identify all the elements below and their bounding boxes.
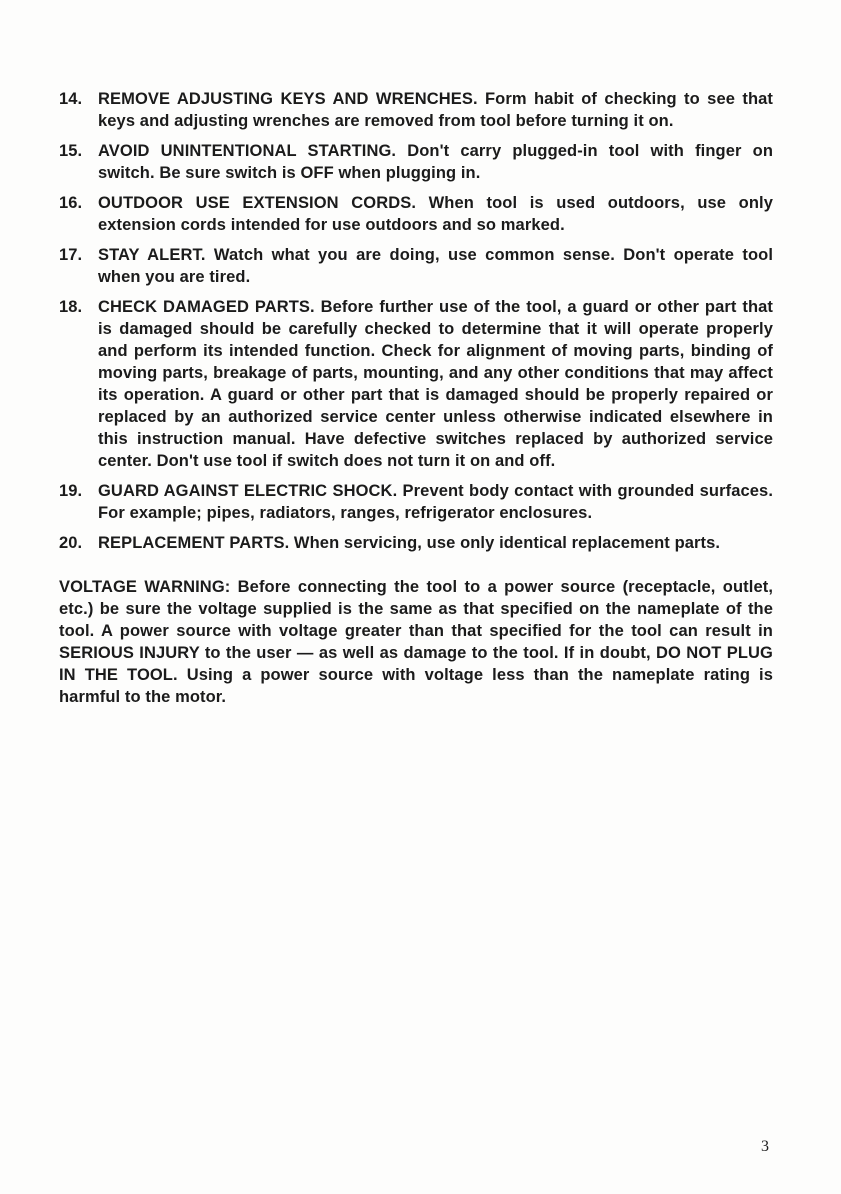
- list-item: [59, 532, 773, 554]
- list-item: [59, 480, 773, 524]
- voltage-warning-paragraph: VOLTAGE WARNING: Before connecting the tool to a power source (receptacle, outlet, etc.) be sure the voltage supplied is the same as that specified on the nameplate of the tool. A power source with voltage greater than that specified for the tool can result in SERIOUS INJURY to the user — as well as damage to the tool. If in doubt, DO NOT PLUG IN THE TOOL. Using a power source with voltage less than the nameplate rating is harmful to the motor.: [59, 578, 773, 706]
- item-number: 16.: [59, 194, 83, 212]
- list-item: [59, 296, 773, 472]
- item-number: 17.: [59, 246, 83, 264]
- item-number: 20.: [59, 534, 83, 552]
- safety-instructions-list: [59, 88, 773, 708]
- item-number: 19.: [59, 482, 83, 500]
- item-text: REPLACEMENT PARTS. When servicing, use only identical replacement parts.: [98, 534, 721, 552]
- list-item: [59, 88, 773, 132]
- item-text: OUTDOOR USE EXTENSION CORDS. When tool is used outdoors, use only extension cords intended for use outdoors and so marked.: [98, 194, 773, 234]
- item-text: CHECK DAMAGED PARTS. Before further use of the tool, a guard or other part that is damaged should be carefully checked to determine that it will operate properly and perform its intended function. Check for alignment of moving parts, binding of moving parts, breakage of parts, mounting, and any other conditions that may affect its operation. A guard or other part that is damaged should be properly repaired or replaced by an authorized service center unless otherwise indicated elsewhere in this instruction manual. Have defective switches replaced by authorized service center. Don't use tool if switch does not turn it on and off.: [98, 298, 773, 470]
- item-text: GUARD AGAINST ELECTRIC SHOCK. Prevent body contact with grounded surfaces. For example; pipes, radiators, ranges, refrigerator enclosures.: [98, 482, 773, 522]
- item-text: AVOID UNINTENTIONAL STARTING. Don't carry plugged-in tool with finger on switch. Be sure switch is OFF when plugging in.: [98, 142, 773, 182]
- item-number: 14.: [59, 90, 83, 108]
- item-text: REMOVE ADJUSTING KEYS AND WRENCHES. Form habit of checking to see that keys and adjusting wrenches are removed from tool before turning it on.: [98, 90, 773, 130]
- list-item: [59, 192, 773, 236]
- list-item: [59, 244, 773, 288]
- item-text: STAY ALERT. Watch what you are doing, use common sense. Don't operate tool when you are tired.: [98, 246, 773, 286]
- item-number: 18.: [59, 298, 83, 316]
- item-number: 15.: [59, 142, 83, 160]
- list-item: [59, 140, 773, 184]
- page-number: 3: [761, 1138, 769, 1155]
